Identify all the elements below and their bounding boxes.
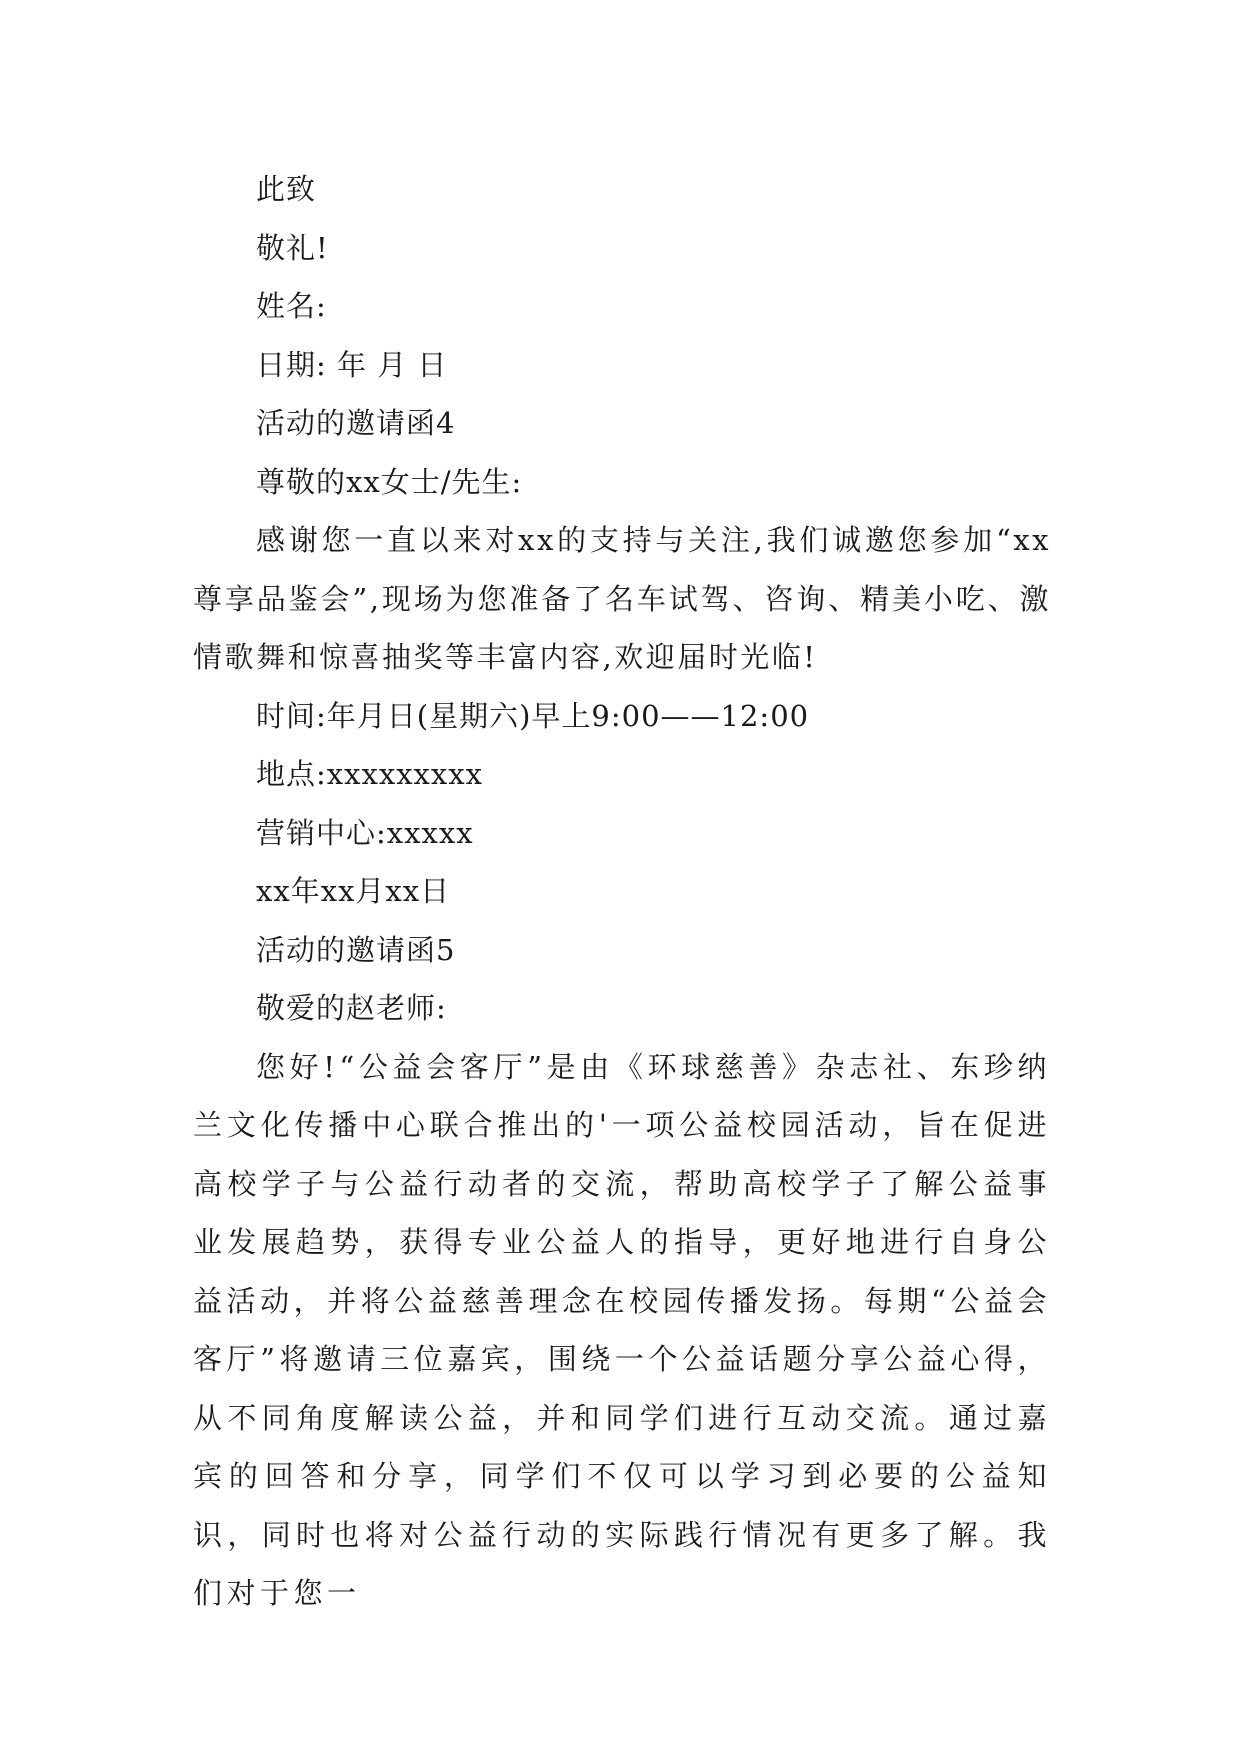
invitation-paragraph: 感谢您一直以来对xx的支持与关注,我们诚邀您参加“xx尊享品鉴会”,现场为您准备了名车试驾、咨询、精美小吃、激情歌舞和惊喜抽奖等丰富内容,欢迎届时光临! [193,523,1051,674]
name-line: 姓名: [256,289,327,323]
salute-line: 敬礼! [256,230,329,265]
greeting-line: 尊敬的xx女士/先生: [256,464,523,499]
date-line: 日期: 年 月 日 [256,347,448,382]
invitation-paragraph-2: 您好!“公益会客厅”是由《环球慈善》杂志社、东珍纳兰文化传播中心联合推出的'一项公益校园活动，旨在促进高校学子与公益行动者的交流，帮助高校学子了解公益事业发展趋势，获得专业公益人的指导，更好地进行自身公益活动，并将公益慈善理念在校园传播发扬。每期“公益会客厅”将邀请三位嘉宾，围绕一个公益话题分享公益心得，从不同角度解读公益，并和同学们进行互动交流。通过嘉宾的回答和分享，同学们不仅可以学习到必要的公益知识，同时也将对公益行动的实际践行情况有更多了解。我们对于您一 [193,1049,1051,1610]
marketing-center-line: 营销中心:xxxxx [256,815,474,850]
closing-line: 此致 [256,172,317,206]
signature-date-line: xx年xx月xx日 [256,874,451,908]
section-heading-5: 活动的邀请函5 [256,932,456,967]
location-line: 地点:xxxxxxxxx [256,757,483,791]
section-heading-4: 活动的邀请函4 [256,406,456,440]
document-body [193,160,1051,1623]
time-line: 时间:年月日(星期六)早上9:00——12:00 [256,698,810,733]
greeting-line-2: 敬爱的赵老师: [256,991,447,1025]
